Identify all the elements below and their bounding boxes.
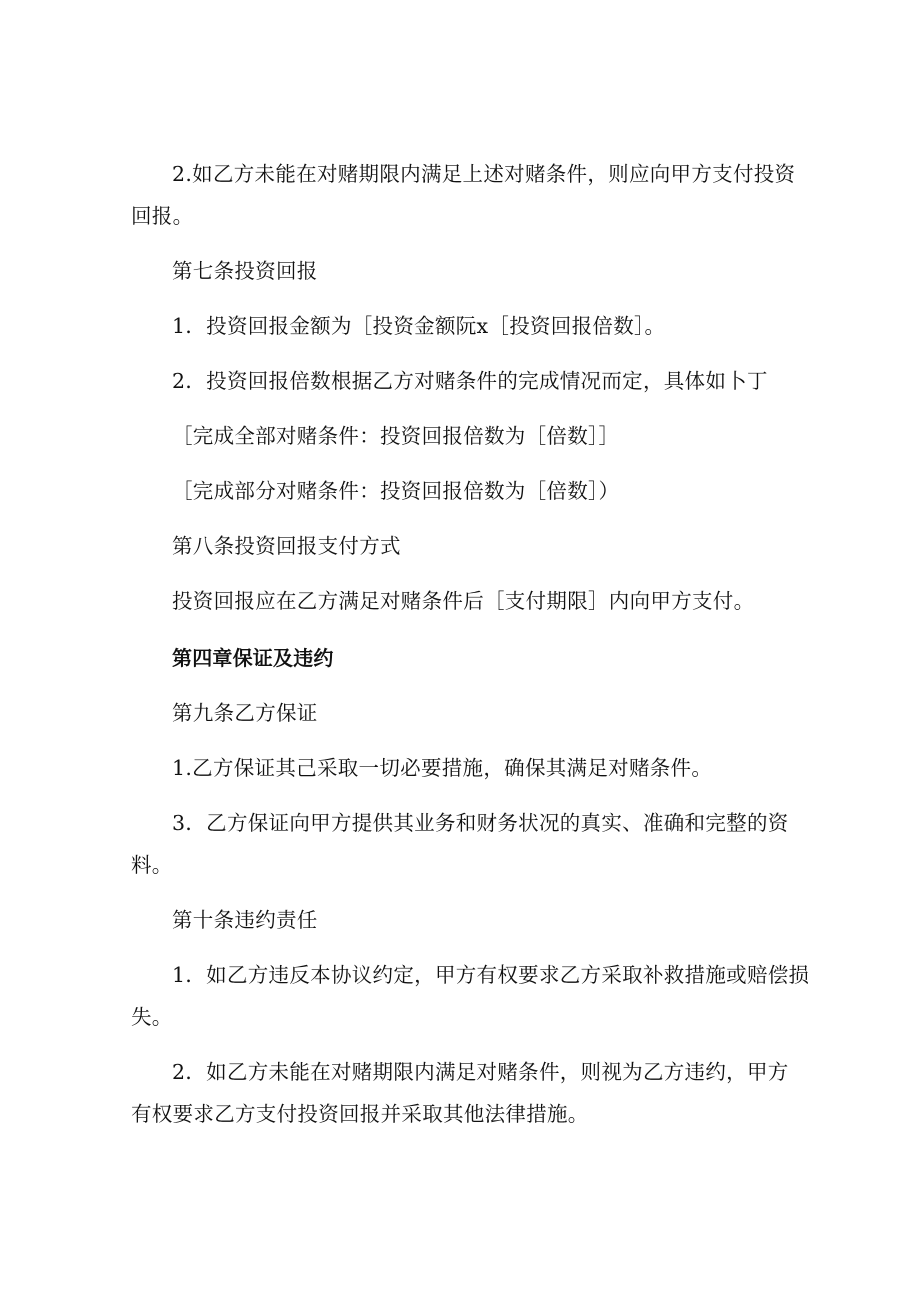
paragraph-line: ［完成全部对赌条件：投资回报倍数为［倍数］］ — [172, 424, 620, 448]
article-heading: 第八条投资回报支付方式 — [172, 534, 401, 558]
article-heading: 第十条违约责任 — [172, 908, 318, 932]
article-heading: 第九条乙方保证 — [172, 701, 318, 725]
paragraph-line: 3．乙方保证向甲方提供其业务和财务状况的真实、准确和完整的资 — [172, 811, 789, 835]
paragraph-line: 2.如乙方未能在对赌期限内满足上述对赌条件，则应向甲方支付投资 — [172, 162, 796, 186]
paragraph-line: 1．如乙方违反本协议约定，甲方有权要求乙方采取补救措施或赔偿损 — [172, 963, 810, 987]
chapter-heading: 第四章保证及违约 — [172, 646, 334, 670]
paragraph-line: 失。 — [131, 1005, 173, 1029]
paragraph-line: 料。 — [131, 853, 173, 877]
paragraph-line: 1.乙方保证其己采取一切必要措施，确保其满足对赌条件。 — [172, 756, 713, 780]
paragraph-line: 2．投资回报倍数根据乙方对赌条件的完成情况而定，具体如卜丁 — [172, 369, 768, 393]
article-heading: 第七条投资回报 — [172, 259, 318, 283]
paragraph-line: 有权要求乙方支付投资回报并采取其他法律措施。 — [131, 1102, 589, 1126]
paragraph-line: 投资回报应在乙方满足对赌条件后［支付期限］内向甲方支付。 — [172, 589, 755, 613]
paragraph-line: 2．如乙方未能在对赌期限内满足对赌条件，则视为乙方违约，甲方 — [172, 1060, 789, 1084]
paragraph-line: ［完成部分对赌条件：投资回报倍数为［倍数］） — [172, 479, 620, 503]
paragraph-line: 1．投资回报金额为［投资金额阮x［投资回报倍数］。 — [172, 314, 666, 338]
paragraph-line: 回报。 — [131, 204, 194, 228]
